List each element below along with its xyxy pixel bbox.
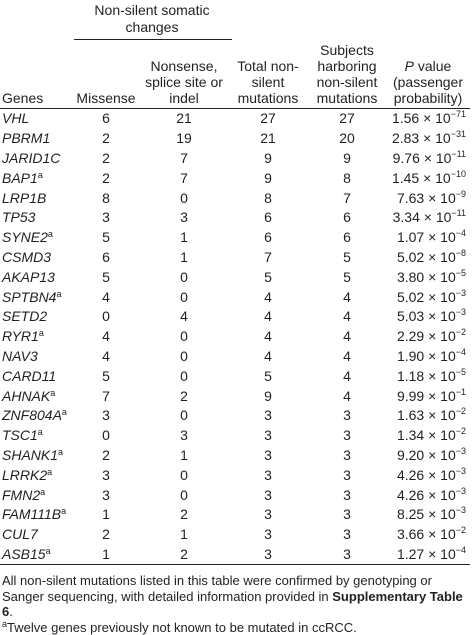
subjects-cell: 4 <box>308 307 386 327</box>
gene-cell <box>0 406 72 426</box>
footnote-line-2 <box>2 620 472 635</box>
pvalue-cell <box>386 545 470 565</box>
footnote-end: . <box>9 604 13 619</box>
total-cell: 3 <box>228 426 308 446</box>
table-row <box>0 347 470 367</box>
col-header-pvalue-rest: value (passenger probability) <box>393 58 463 106</box>
table-row <box>0 406 470 426</box>
gene-cell <box>0 505 72 525</box>
pvalue-mantissa: 1.90 × 10 <box>397 348 456 364</box>
table-row <box>0 168 470 188</box>
nonsense-cell: 2 <box>140 545 228 565</box>
nonsense-cell: 21 <box>140 109 228 129</box>
gene-footnote-marker: a <box>38 427 43 437</box>
nonsense-cell: 3 <box>140 208 228 228</box>
missense-cell: 7 <box>72 386 140 406</box>
pvalue-exponent: −2 <box>456 406 466 416</box>
table-row <box>0 307 470 327</box>
table-row <box>0 248 470 268</box>
table-row <box>0 129 470 149</box>
table-row <box>0 545 470 565</box>
table-row <box>0 267 470 287</box>
gene-name: SHANK1 <box>2 447 58 463</box>
pvalue-mantissa: 3.34 × 10 <box>393 209 452 225</box>
total-cell: 9 <box>228 168 308 188</box>
missense-cell: 3 <box>72 406 140 426</box>
gene-name: VHL <box>2 110 29 126</box>
subjects-cell: 3 <box>308 505 386 525</box>
gene-footnote-marker: a <box>47 467 52 477</box>
pvalue-mantissa: 1.45 × 10 <box>392 170 451 186</box>
gene-name: SPTBN4 <box>2 289 56 305</box>
pvalue-exponent: −10 <box>451 169 466 179</box>
gene-name: TSC1 <box>2 427 38 443</box>
pvalue-mantissa: 1.34 × 10 <box>397 427 456 443</box>
subjects-cell: 3 <box>308 485 386 505</box>
gene-cell <box>0 208 72 228</box>
total-cell: 3 <box>228 505 308 525</box>
pvalue-exponent: −4 <box>456 545 466 555</box>
col-header-subjects: Subjects harboring non-silent mutations <box>308 42 386 109</box>
gene-cell <box>0 446 72 466</box>
gene-name: CUL7 <box>2 526 38 542</box>
pvalue-mantissa: 9.99 × 10 <box>397 388 456 404</box>
missense-cell: 1 <box>72 545 140 565</box>
gene-name: CSMD3 <box>2 249 51 265</box>
pvalue-mantissa: 9.76 × 10 <box>393 150 452 166</box>
pvalue-mantissa: 9.20 × 10 <box>397 447 456 463</box>
pvalue-exponent: −3 <box>456 466 466 476</box>
pvalue-cell <box>386 129 470 149</box>
pvalue-cell <box>386 327 470 347</box>
missense-cell: 5 <box>72 366 140 386</box>
nonsense-cell: 2 <box>140 505 228 525</box>
subjects-cell: 3 <box>308 465 386 485</box>
pvalue-cell <box>386 347 470 367</box>
nonsense-cell: 1 <box>140 248 228 268</box>
gene-cell <box>0 228 72 248</box>
missense-cell: 1 <box>72 505 140 525</box>
pvalue-cell <box>386 149 470 169</box>
pvalue-mantissa: 4.26 × 10 <box>397 467 456 483</box>
gene-cell <box>0 465 72 485</box>
table-row <box>0 386 470 406</box>
gene-footnote-marker: a <box>48 229 53 239</box>
gene-footnote-marker: a <box>50 388 55 398</box>
nonsense-cell: 7 <box>140 168 228 188</box>
gene-cell <box>0 109 72 129</box>
gene-cell <box>0 485 72 505</box>
pvalue-exponent: −11 <box>451 208 466 218</box>
table-row <box>0 327 470 347</box>
gene-cell <box>0 327 72 347</box>
total-cell: 9 <box>228 149 308 169</box>
group-header: Non-silent somatic changes <box>72 2 232 36</box>
subjects-cell: 4 <box>308 386 386 406</box>
gene-footnote-marker: a <box>46 546 51 556</box>
missense-cell: 3 <box>72 208 140 228</box>
table-row <box>0 366 470 386</box>
gene-footnote-marker: a <box>62 407 67 417</box>
footnote-note: Twelve genes previously not known to be mutated in ccRCC. <box>7 620 357 635</box>
nonsense-cell: 1 <box>140 446 228 466</box>
subjects-cell: 20 <box>308 129 386 149</box>
gene-footnote-marker: a <box>38 170 43 180</box>
table-row <box>0 525 470 545</box>
missense-cell: 4 <box>72 327 140 347</box>
gene-name: SYNE2 <box>2 229 48 245</box>
gene-footnote-marker: a <box>40 487 45 497</box>
pvalue-exponent: −31 <box>451 129 466 139</box>
subjects-cell: 27 <box>308 109 386 129</box>
pvalue-cell <box>386 109 470 129</box>
total-cell: 6 <box>228 228 308 248</box>
gene-cell <box>0 525 72 545</box>
pvalue-exponent: −9 <box>456 189 466 199</box>
nonsense-cell: 3 <box>140 426 228 446</box>
total-cell: 3 <box>228 465 308 485</box>
missense-cell: 0 <box>72 426 140 446</box>
subjects-cell: 8 <box>308 168 386 188</box>
pvalue-mantissa: 3.80 × 10 <box>397 269 456 285</box>
nonsense-cell: 0 <box>140 366 228 386</box>
subjects-cell: 5 <box>308 248 386 268</box>
pvalue-exponent: −2 <box>456 426 466 436</box>
pvalue-exponent: −1 <box>456 387 466 397</box>
pvalue-mantissa: 2.29 × 10 <box>397 328 456 344</box>
pvalue-mantissa: 5.02 × 10 <box>397 289 456 305</box>
gene-footnote-marker: a <box>56 289 61 299</box>
pvalue-exponent: −5 <box>456 367 466 377</box>
header-row <box>0 42 470 109</box>
total-cell: 3 <box>228 485 308 505</box>
total-cell: 6 <box>228 208 308 228</box>
table-row <box>0 485 470 505</box>
pvalue-exponent: −8 <box>456 248 466 258</box>
total-cell: 21 <box>228 129 308 149</box>
subjects-cell: 4 <box>308 347 386 367</box>
subjects-cell: 3 <box>308 446 386 466</box>
missense-cell: 0 <box>72 307 140 327</box>
nonsense-cell: 4 <box>140 307 228 327</box>
pvalue-exponent: −3 <box>456 486 466 496</box>
pvalue-cell <box>386 208 470 228</box>
nonsense-cell: 0 <box>140 327 228 347</box>
missense-cell: 2 <box>72 129 140 149</box>
pvalue-mantissa: 1.18 × 10 <box>397 368 456 384</box>
pvalue-exponent: −3 <box>456 307 466 317</box>
pvalue-mantissa: 5.02 × 10 <box>397 249 456 265</box>
missense-cell: 6 <box>72 109 140 129</box>
missense-cell: 8 <box>72 188 140 208</box>
pvalue-cell <box>386 446 470 466</box>
nonsense-cell: 1 <box>140 525 228 545</box>
subjects-cell: 4 <box>308 366 386 386</box>
nonsense-cell: 0 <box>140 188 228 208</box>
gene-name: PBRM1 <box>2 130 50 146</box>
missense-cell: 5 <box>72 267 140 287</box>
total-cell: 27 <box>228 109 308 129</box>
pvalue-exponent: −11 <box>451 149 466 159</box>
missense-cell: 4 <box>72 287 140 307</box>
pvalue-mantissa: 3.66 × 10 <box>397 526 456 542</box>
total-cell: 3 <box>228 525 308 545</box>
missense-cell: 6 <box>72 248 140 268</box>
nonsense-cell: 7 <box>140 149 228 169</box>
col-header-pvalue-italic: P <box>405 58 414 74</box>
pvalue-cell <box>386 525 470 545</box>
missense-cell: 2 <box>72 446 140 466</box>
gene-cell <box>0 366 72 386</box>
gene-footnote-marker: a <box>61 506 66 516</box>
pvalue-cell <box>386 228 470 248</box>
table-row <box>0 149 470 169</box>
gene-cell <box>0 287 72 307</box>
footnote-bold-ref: Supplementary Table 6 <box>2 589 463 620</box>
gene-cell <box>0 188 72 208</box>
nonsense-cell: 0 <box>140 406 228 426</box>
table-row <box>0 465 470 485</box>
col-header-genes: Genes <box>0 42 72 109</box>
total-cell: 4 <box>228 327 308 347</box>
pvalue-mantissa: 1.07 × 10 <box>397 229 456 245</box>
footnote-text: All non-silent mutations listed in this table were confirmed by genotyping or Sanger sequencing, with detailed information provided in <box>2 573 432 604</box>
gene-cell <box>0 149 72 169</box>
pvalue-cell <box>386 188 470 208</box>
pvalue-exponent: −4 <box>456 347 466 357</box>
total-cell: 4 <box>228 307 308 327</box>
total-cell: 9 <box>228 386 308 406</box>
table-row <box>0 446 470 466</box>
total-cell: 3 <box>228 406 308 426</box>
pvalue-cell <box>386 267 470 287</box>
nonsense-cell: 0 <box>140 267 228 287</box>
pvalue-cell <box>386 505 470 525</box>
pvalue-cell <box>386 248 470 268</box>
gene-name: LRP1B <box>2 190 46 206</box>
table-row <box>0 287 470 307</box>
pvalue-exponent: −3 <box>456 446 466 456</box>
table-row <box>0 505 470 525</box>
gene-cell <box>0 426 72 446</box>
pvalue-exponent: −3 <box>456 505 466 515</box>
pvalue-mantissa: 1.27 × 10 <box>397 546 456 562</box>
nonsense-cell: 2 <box>140 386 228 406</box>
group-header-rule <box>74 39 232 40</box>
col-header-nonsense: Nonsense, splice site or indel <box>140 42 228 109</box>
pvalue-cell <box>386 406 470 426</box>
subjects-cell: 3 <box>308 545 386 565</box>
pvalue-mantissa: 1.56 × 10 <box>392 110 451 126</box>
pvalue-mantissa: 8.25 × 10 <box>397 506 456 522</box>
table-row <box>0 109 470 129</box>
nonsense-cell: 0 <box>140 485 228 505</box>
pvalue-exponent: −2 <box>456 525 466 535</box>
total-cell: 3 <box>228 446 308 466</box>
gene-name: ZNF804A <box>2 407 62 423</box>
gene-cell <box>0 248 72 268</box>
gene-name: SETD2 <box>2 308 47 324</box>
table-row <box>0 188 470 208</box>
gene-name: BAP1 <box>2 170 38 186</box>
nonsense-cell: 1 <box>140 228 228 248</box>
pvalue-mantissa: 4.26 × 10 <box>397 487 456 503</box>
gene-name: FMN2 <box>2 487 40 503</box>
nonsense-cell: 0 <box>140 287 228 307</box>
gene-name: TP53 <box>2 209 35 225</box>
pvalue-cell <box>386 307 470 327</box>
col-header-total: Total non-silent mutations <box>228 42 308 109</box>
gene-cell <box>0 168 72 188</box>
gene-footnote-marker: a <box>39 328 44 338</box>
pvalue-cell <box>386 426 470 446</box>
gene-cell <box>0 545 72 565</box>
gene-name: LRRK2 <box>2 467 47 483</box>
col-header-pvalue <box>386 42 470 109</box>
gene-cell <box>0 267 72 287</box>
pvalue-cell <box>386 168 470 188</box>
gene-name: JARID1C <box>2 150 60 166</box>
pvalue-exponent: −2 <box>456 327 466 337</box>
missense-cell: 2 <box>72 168 140 188</box>
pvalue-cell <box>386 366 470 386</box>
missense-cell: 2 <box>72 525 140 545</box>
total-cell: 5 <box>228 366 308 386</box>
subjects-cell: 6 <box>308 228 386 248</box>
pvalue-mantissa: 7.63 × 10 <box>397 190 456 206</box>
pvalue-exponent: −71 <box>451 109 466 119</box>
subjects-cell: 3 <box>308 426 386 446</box>
pvalue-cell <box>386 287 470 307</box>
nonsense-cell: 0 <box>140 347 228 367</box>
pvalue-cell <box>386 465 470 485</box>
footnote-marker: a <box>2 619 7 629</box>
missense-cell: 4 <box>72 347 140 367</box>
total-cell: 4 <box>228 347 308 367</box>
gene-name: AHNAK <box>2 388 50 404</box>
nonsense-cell: 19 <box>140 129 228 149</box>
table-row <box>0 426 470 446</box>
table-row <box>0 208 470 228</box>
pvalue-exponent: −5 <box>456 268 466 278</box>
total-cell: 7 <box>228 248 308 268</box>
gene-cell <box>0 386 72 406</box>
pvalue-cell <box>386 386 470 406</box>
gene-name: AKAP13 <box>2 269 55 285</box>
gene-name: FAM111B <box>2 506 61 522</box>
subjects-cell: 4 <box>308 287 386 307</box>
total-cell: 3 <box>228 545 308 565</box>
pvalue-mantissa: 5.03 × 10 <box>397 308 456 324</box>
subjects-cell: 4 <box>308 327 386 347</box>
missense-cell: 3 <box>72 485 140 505</box>
pvalue-exponent: −4 <box>456 228 466 238</box>
nonsense-cell: 0 <box>140 465 228 485</box>
total-cell: 5 <box>228 267 308 287</box>
missense-cell: 5 <box>72 228 140 248</box>
gene-cell <box>0 129 72 149</box>
total-cell: 4 <box>228 287 308 307</box>
gene-name: NAV3 <box>2 348 38 364</box>
subjects-cell: 9 <box>308 149 386 169</box>
subjects-cell: 3 <box>308 525 386 545</box>
gene-name: RYR1 <box>2 328 39 344</box>
missense-cell: 2 <box>72 149 140 169</box>
mutation-table <box>0 42 470 565</box>
pvalue-cell <box>386 485 470 505</box>
col-header-missense: Missense <box>72 42 140 109</box>
subjects-cell: 6 <box>308 208 386 228</box>
missense-cell: 3 <box>72 465 140 485</box>
footnote-line-1 <box>2 573 472 620</box>
gene-cell <box>0 347 72 367</box>
table-row <box>0 228 470 248</box>
table-footnote <box>2 573 472 635</box>
gene-name: ASB15 <box>2 546 46 562</box>
subjects-cell: 7 <box>308 188 386 208</box>
pvalue-mantissa: 2.83 × 10 <box>392 130 451 146</box>
subjects-cell: 3 <box>308 406 386 426</box>
gene-name: CARD11 <box>2 368 56 384</box>
gene-footnote-marker: a <box>58 447 63 457</box>
pvalue-exponent: −3 <box>456 288 466 298</box>
table-body <box>0 109 470 565</box>
gene-cell <box>0 307 72 327</box>
subjects-cell: 5 <box>308 267 386 287</box>
pvalue-mantissa: 1.63 × 10 <box>397 407 456 423</box>
total-cell: 8 <box>228 188 308 208</box>
